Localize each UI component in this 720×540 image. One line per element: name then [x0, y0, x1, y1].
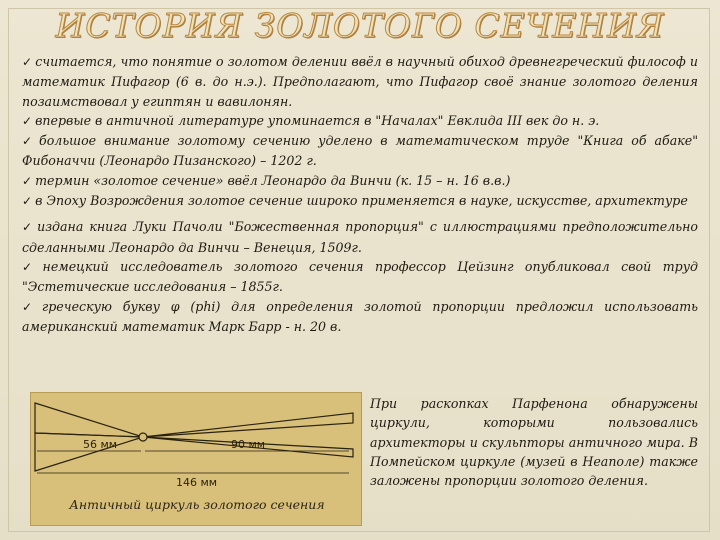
check-icon: ✓: [22, 299, 39, 314]
list-item: [22, 257, 698, 297]
check-icon: ✓: [22, 220, 35, 235]
list-item-text: большое внимание золотому сечению уделено в математическом труде "Книга об абаке" Фибоначчи (Леонардо Пизанского) – 1202 г.: [22, 133, 698, 169]
bullet-list: [22, 52, 698, 336]
check-icon: ✓: [22, 55, 33, 69]
list-item: [22, 297, 698, 337]
list-item: [22, 191, 698, 211]
list-item-text: немецкий исследователь золотого сечения профессор Цейзинг опубликовал свой труд "Эстетические исследования – 1855г.: [22, 258, 699, 295]
golden-compass-illustration: [31, 393, 361, 493]
dimension-label-left: 56 мм: [83, 438, 118, 451]
list-item-text: в Эпоху Возрождения золотое сечение широко применяется в науке, искусстве, архитектуре: [35, 193, 688, 209]
list-item-text: термин «золотое сечение» ввёл Леонардо да Винчи (к. 15 – н. 16 в.в.): [35, 172, 511, 188]
list-item: [22, 217, 698, 257]
list-item: [22, 171, 698, 191]
check-icon: ✓: [22, 173, 33, 188]
dimension-label-right: 90 мм: [231, 438, 266, 451]
side-paragraph: При раскопках Парфенона обнаружены циркули, которыми пользовались архитекторы и скульпторы античного мира. В Помпейском циркуле (музей в Неаполе) также заложены пропорции золотого деления.: [370, 396, 698, 489]
check-icon: ✓: [22, 113, 33, 128]
check-icon: ✓: [22, 259, 40, 274]
compass-figure: [30, 392, 362, 526]
compass-pivot: [139, 433, 147, 441]
list-item-text: греческую букву φ (phi) для определения золотой пропорции предложил использовать американский математик Марк Барр - н. 20 в.: [22, 298, 699, 334]
figure-caption: Античный циркуль золотого сечения: [69, 497, 325, 512]
list-item-text: впервые в античной литературе упоминается в "Началах" Евклида III век до н. э.: [35, 112, 600, 128]
compass-arm-right: [143, 413, 353, 437]
list-item: [22, 131, 698, 171]
list-item: [22, 52, 698, 111]
check-icon: ✓: [22, 134, 37, 149]
slide-title: ИСТОРИЯ ЗОЛОТОГО СЕЧЕНИЯ: [55, 6, 665, 45]
list-item: [22, 111, 698, 131]
list-item-text: издана книга Луки Пачоли "Божественная пропорция" с иллюстрациями предположительно сделанными Леонардо да Винчи – Венеция, 1509г.: [22, 219, 698, 255]
dimension-label-total: 146 мм: [176, 476, 218, 489]
check-icon: ✓: [22, 194, 33, 209]
list-item-text: считается, что понятие о золотом делении ввёл в научный обиход древнегреческий философ и математик Пифагор (6 в. до н.э.). Предполагают, что Пифагор своё знание золотого деления позаимствовал у египтян и вавилонян.: [22, 54, 698, 109]
compass-arm-left: [35, 403, 143, 437]
